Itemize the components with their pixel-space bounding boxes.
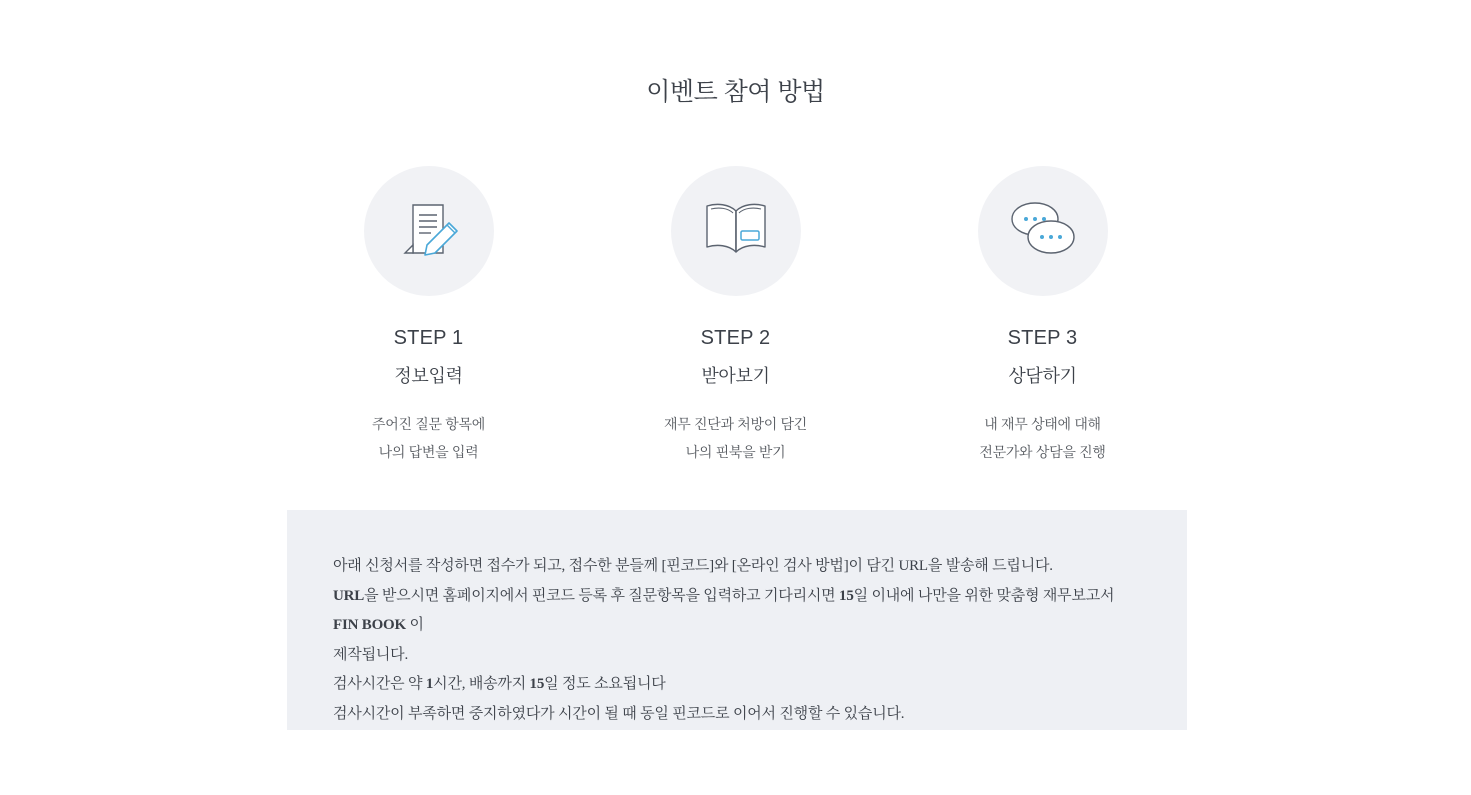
notice-line-4	[333, 670, 1141, 700]
step-name: 받아보기	[701, 366, 770, 386]
step-description-line-2: 나의 답변을 입력	[378, 444, 479, 460]
document-pencil-icon	[393, 193, 465, 270]
step-item	[582, 166, 889, 466]
steps-list	[0, 166, 1471, 466]
notice-box	[287, 510, 1187, 730]
step-description-line-1: 주어진 질문 항목에	[372, 416, 485, 432]
step-icon-circle	[364, 166, 494, 296]
step-description	[582, 410, 889, 466]
notice-line-4-text-a: 검사시간은 약	[333, 676, 426, 692]
notice-line-4-hours: 1	[425, 676, 434, 692]
notice-line-2-finbook: FIN BOOK	[333, 617, 406, 633]
step-description	[275, 410, 582, 466]
step-name: 정보입력	[394, 366, 463, 386]
step-icon-circle	[671, 166, 801, 296]
notice-line-2	[333, 582, 1141, 641]
notice-line-1: 아래 신청서를 작성하면 접수가 되고, 접수한 분들께 [핀코드]와 [온라인 검사 방법]이 담긴 URL을 발송해 드립니다.	[333, 558, 1053, 574]
open-book-icon	[697, 195, 775, 268]
notice-line-4-text-b: 시간, 배송까지	[433, 676, 530, 692]
step-label: STEP 2	[700, 327, 771, 349]
step-label: STEP 1	[393, 327, 464, 349]
notice-line-3: 제작됩니다.	[333, 646, 409, 663]
notice-line-5: 검사시간이 부족하면 중지하였다가 시간이 될 때 동일 핀코드로 이어서 진행할 수 있습니다.	[333, 705, 905, 722]
step-item	[275, 166, 582, 466]
step-description-line-1: 재무 진단과 처방이 담긴	[663, 416, 807, 432]
step-label: STEP 3	[1007, 327, 1078, 349]
step-description	[889, 410, 1196, 466]
notice-line-4-days: 15	[529, 676, 545, 692]
notice-line-4-text-c: 일 정도 소요됩니다	[544, 676, 666, 692]
step-name: 상담하기	[1008, 366, 1077, 386]
step-description-line-2: 나의 핀북을 받기	[685, 444, 786, 460]
chat-bubbles-icon	[1005, 197, 1081, 266]
notice-line-2-days: 15	[839, 587, 854, 604]
step-item	[889, 166, 1196, 466]
step-description-line-2: 전문가와 상담을 진행	[979, 444, 1106, 460]
notice-line-2-text-b: 일 이내에 나만을 위한 맞춤형 재무보고서	[853, 587, 1115, 604]
notice-line-2-text-a: 을 받으시면 홈페이지에서 핀코드 등록 후 질문항목을 입력하고 기다리시면	[364, 587, 840, 604]
step-icon-circle	[978, 166, 1108, 296]
notice-line-2-url: URL	[333, 587, 365, 604]
notice-line-2-text-c: 이	[406, 617, 424, 633]
page-title: 이벤트 참여 방법	[646, 78, 825, 106]
step-description-line-1: 내 재무 상태에 대해	[984, 416, 1101, 432]
